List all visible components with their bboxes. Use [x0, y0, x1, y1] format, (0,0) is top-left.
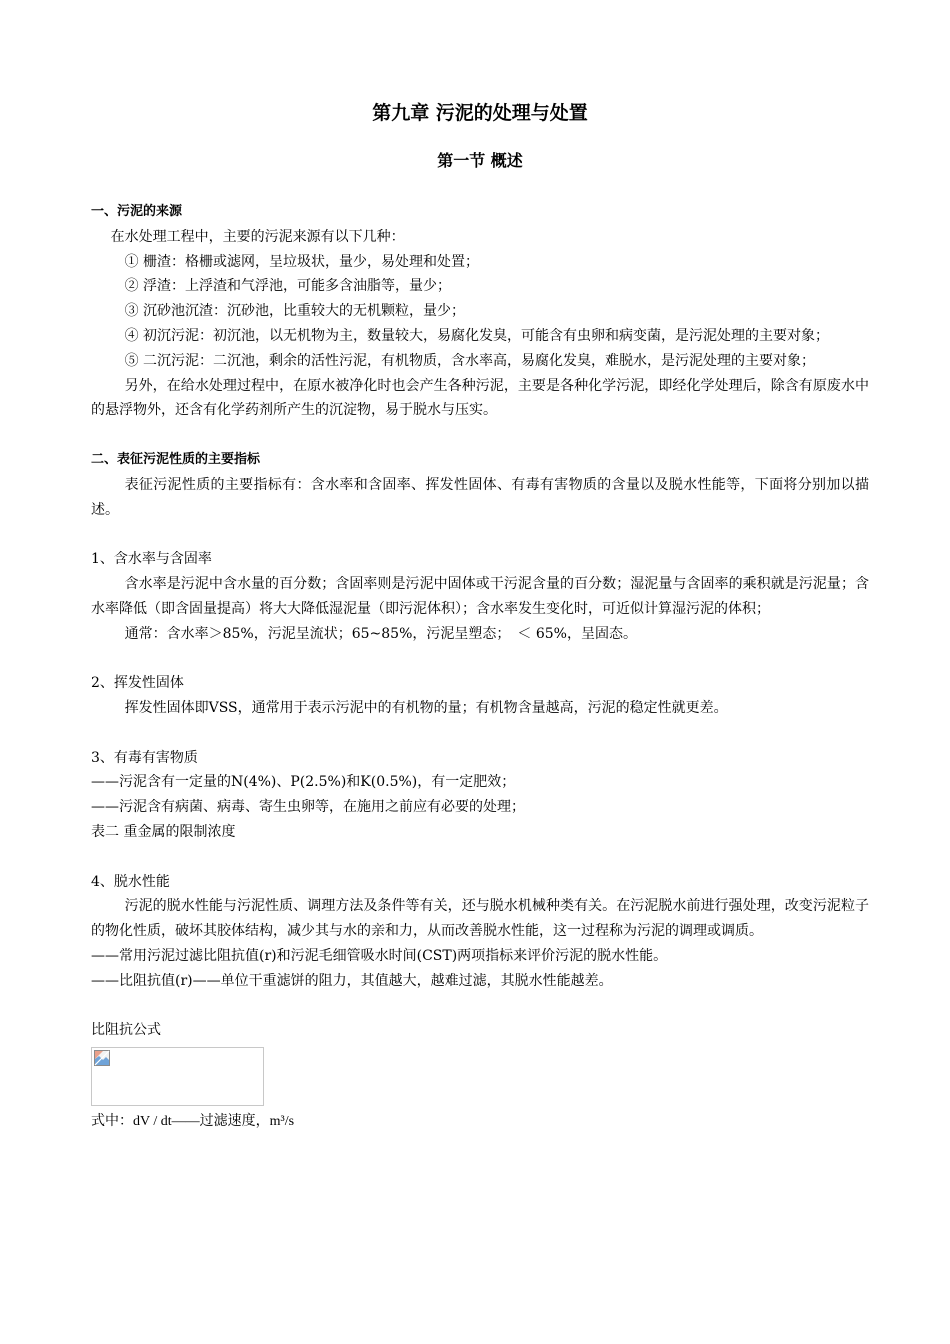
paragraph-moisture-content: 含水率是污泥中含水量的百分数；含固率则是污泥中固体或干污泥含量的百分数；湿泥量与含固率的乘积就是污泥量；含水率降低（即含固量提高）将大大降低湿泥量（即污泥体积）；含水率发生变化时，可近似计算湿污泥的体积；: [91, 575, 869, 617]
heading-moisture-content: 1、含水率与含固率: [91, 551, 212, 568]
section-title: 第一节 概述: [437, 151, 523, 170]
line-specific-resistance: ——比阻抗值(r)——单位干重滤饼的阻力，其值越大，越难过滤，其脱水性能越差。: [91, 972, 613, 989]
list-item-grit: ③ 沉砂池沉渣：沉砂池，比重较大的无机颗粒，量少；: [124, 303, 466, 320]
table-caption-heavy-metals: 表二 重金属的限制浓度: [91, 823, 236, 840]
heading-volatile-solids: 2、挥发性固体: [91, 675, 184, 692]
heading-sludge-indicators: 二、表征污泥性质的主要指标: [91, 451, 261, 467]
list-item-scum: ② 浮渣：上浮渣和气浮池，可能多含油脂等，量少；: [124, 278, 452, 295]
paragraph-dewatering: 污泥的脱水性能与污泥性质、调理方法及条件等有关，还与脱水机械种类有关。在污泥脱水前进行强处理，改变污泥粒子的物化性质，破坏其胶体结构，减少其与水的亲和力，从而改善脱水性能，这一过程称为污泥的调理或调质。: [91, 898, 869, 940]
heading-toxic-substances: 3、有毒有害物质: [91, 749, 198, 766]
paragraph-volatile-solids: 挥发性固体即VSS，通常用于表示污泥中的有机物的量；有机物含量越高，污泥的稳定性就更差。: [124, 699, 728, 716]
paragraph-chemical-sludge: 另外，在给水处理过程中，在原水被净化时也会产生各种污泥，主要是各种化学污泥，即经化学处理后，除含有原废水中的悬浮物外，还含有化学药剂所产生的沉淀物，易于脱水与压实。: [91, 377, 869, 419]
heading-dewatering: 4、脱水性能: [91, 873, 170, 890]
paragraph-moisture-states: 通常：含水率＞85%，污泥呈流状；65~85%，污泥呈塑态； ＜ 65%，呈固态。: [124, 625, 637, 642]
heading-sludge-sources: 一、污泥的来源: [91, 204, 183, 219]
formula-label: 比阻抗公式: [91, 1022, 161, 1039]
document-body: [91, 200, 869, 1135]
list-item-screenings: ① 栅渣：格栅或滤网，呈垃圾状，量少，易处理和处置；: [124, 253, 480, 270]
paragraph-sources-intro: 在水处理工程中，主要的污泥来源有以下几种：: [110, 228, 405, 245]
list-item-primary-sludge: ④ 初沉污泥：初沉池，以无机物为主，数量较大，易腐化发臭，可能含有虫卵和病变菌，是污泥处理的主要对象；: [124, 327, 830, 344]
formula-image-placeholder: [91, 1047, 264, 1106]
line-nutrients: ——污泥含有一定量的N(4%)、P(2.5%)和K(0.5%)，有一定肥效；: [91, 774, 516, 791]
chapter-title: 第九章 污泥的处理与处置: [372, 102, 588, 124]
broken-image-icon: [94, 1050, 110, 1066]
list-item-secondary-sludge: ⑤ 二沉污泥：二沉池，剩余的活性污泥，有机物质，含水率高，易腐化发臭，难脱水，是污泥处理的主要对象；: [124, 352, 816, 369]
line-pathogens: ——污泥含有病菌、病毒、寄生虫卵等，在施用之前应有必要的处理；: [91, 799, 525, 816]
paragraph-indicators-intro: 表征污泥性质的主要指标有：含水率和含固率、挥发性固体、有毒有害物质的含量以及脱水性能等，下面将分别加以描述。: [91, 476, 869, 518]
formula-variable-definition: 式中：dV / dt——过滤速度，m³/s: [91, 1114, 295, 1130]
line-dewatering-indicators: ——常用污泥过滤比阻抗值(r)和污泥毛细管吸水时间(CST)两项指标来评价污泥的脱水性能。: [91, 947, 668, 964]
